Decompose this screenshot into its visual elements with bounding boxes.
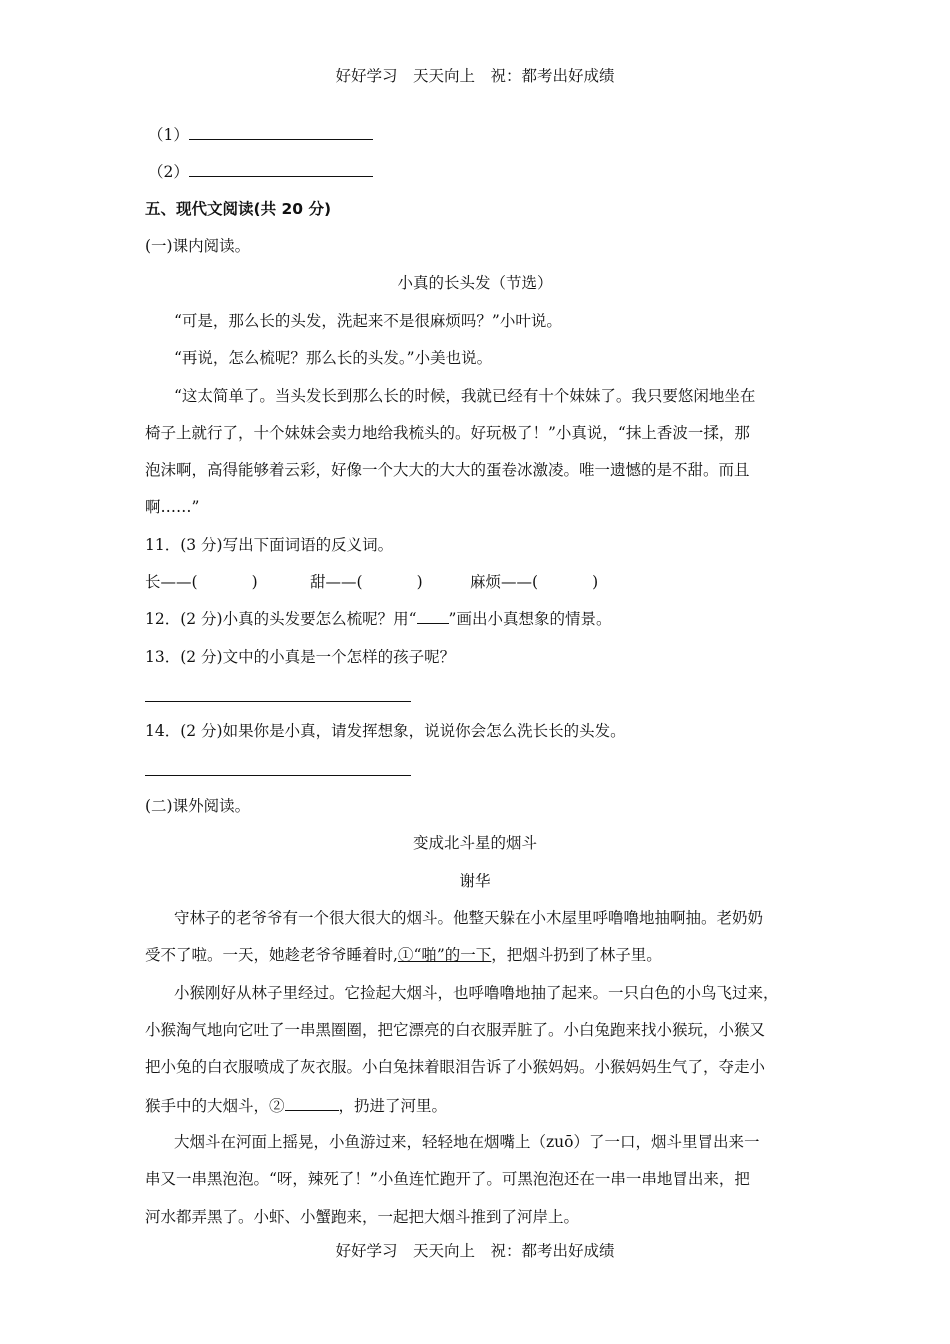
blank-marker: ② bbox=[269, 1097, 285, 1115]
paragraph-line: 椅子上就行了，十个妹妹会卖力地给我梳头的。好玩极了！”小真说，“抹上香波一揉，那 bbox=[145, 424, 750, 442]
answer-line-2 bbox=[148, 161, 373, 182]
answer-line-1 bbox=[148, 124, 373, 145]
part1-label: (一)课内阅读。 bbox=[145, 237, 251, 255]
page-header: 好好学习 天天向上 祝：都考出好成绩 bbox=[335, 67, 615, 85]
paragraph-line: 泡沫啊，高得能够着云彩，好像一个大大的大大的蛋卷冰激凌。唯一遗憾的是不甜。而且 bbox=[145, 461, 750, 479]
underline-mark bbox=[417, 610, 449, 624]
antonym-word: 长——( bbox=[145, 573, 198, 591]
answer-blank[interactable] bbox=[189, 161, 373, 177]
paragraph-line bbox=[145, 1095, 447, 1116]
antonym-item-1 bbox=[145, 572, 258, 592]
answer-line[interactable] bbox=[145, 775, 411, 776]
answer-line-label: （2） bbox=[148, 163, 189, 181]
part1-title: 小真的长头发（节选） bbox=[397, 274, 553, 292]
paragraph-line: 守林子的老爷爷有一个很大很大的烟斗。他整天躲在小木屋里呼噜噜地抽啊抽。老奶奶 bbox=[174, 909, 764, 927]
antonym-item-3 bbox=[470, 572, 598, 592]
section-title: 五、现代文阅读(共 20 分) bbox=[145, 200, 332, 218]
question-12 bbox=[145, 609, 611, 629]
antonym-word: 甜——( bbox=[310, 573, 363, 591]
paragraph-line: “这太简单了。当头发长到那么长的时候，我就已经有十个妹妹了。我只要悠闲地坐在 bbox=[174, 387, 756, 405]
part2-label: (二)课外阅读。 bbox=[145, 797, 251, 815]
paragraph-line: 啊……” bbox=[145, 498, 200, 516]
paragraph-line: 河水都弄黑了。小虾、小蟹跑来，一起把大烟斗推到了河岸上。 bbox=[145, 1208, 580, 1226]
underlined-sentence: ①“啪”的一下 bbox=[397, 946, 492, 964]
paragraph-line: 串又一串黑泡泡。“呀，辣死了！”小鱼连忙跑开了。可黑泡泡还在一串一串地冒出来，把 bbox=[145, 1170, 750, 1188]
fill-blank[interactable] bbox=[285, 1095, 339, 1111]
paragraph-text: 猴手中的大烟斗， bbox=[145, 1097, 270, 1115]
paragraph-text: 受不了啦。一天，她趁老爷爷睡着时, bbox=[145, 946, 398, 964]
question-14: 14．(2 分)如果你是小真，请发挥想象，说说你会怎么洗长长的头发。 bbox=[145, 722, 626, 740]
part2-title: 变成北斗星的烟斗 bbox=[412, 834, 537, 852]
paragraph-line: 把小兔的白衣服喷成了灰衣服。小白兔抹着眼泪告诉了小猴妈妈。小猴妈妈生气了，夺走小 bbox=[145, 1058, 766, 1076]
antonym-item-2 bbox=[310, 572, 423, 592]
paragraph-line: “可是，那么长的头发，洗起来不是很麻烦吗？”小叶说。 bbox=[174, 312, 562, 330]
paragraph-line bbox=[145, 945, 662, 965]
question-11: 11．(3 分)写出下面词语的反义词。 bbox=[145, 536, 394, 554]
paragraph-line: 大烟斗在河面上摇晃，小鱼游过来，轻轻地在烟嘴上（zuō）了一口，烟斗里冒出来一 bbox=[174, 1133, 760, 1151]
part2-author: 谢华 bbox=[459, 872, 491, 890]
question-13: 13．(2 分)文中的小真是一个怎样的孩子呢？ bbox=[145, 648, 456, 666]
paragraph-line: 小猴淘气地向它吐了一串黑圈圈，把它漂亮的白衣服弄脏了。小白兔跑来找小猴玩，小猴又 bbox=[145, 1021, 766, 1039]
answer-line-label: （1） bbox=[148, 126, 189, 144]
question-12-text: 12．(2 分)小真的头发要怎么梳呢？用“ bbox=[145, 610, 417, 628]
antonym-close: ) bbox=[592, 573, 599, 591]
answer-blank[interactable] bbox=[189, 124, 373, 140]
paragraph-line: “再说，怎么梳呢？那么长的头发。”小美也说。 bbox=[174, 349, 493, 367]
antonym-close: ) bbox=[251, 573, 258, 591]
page-footer: 好好学习 天天向上 祝：都考出好成绩 bbox=[335, 1242, 615, 1260]
paragraph-text: ，把烟斗扔到了林子里。 bbox=[491, 946, 662, 964]
antonym-word: 麻烦——( bbox=[470, 573, 539, 591]
question-12-text: ”画出小真想象的情景。 bbox=[448, 610, 612, 628]
answer-line[interactable] bbox=[145, 701, 411, 702]
paragraph-text: ，扔进了河里。 bbox=[338, 1097, 448, 1115]
antonym-close: ) bbox=[416, 573, 423, 591]
paragraph-line: 小猴刚好从林子里经过。它捡起大烟斗，也呼噜噜地抽了起来。一只白色的小鸟飞过来， bbox=[174, 984, 779, 1002]
